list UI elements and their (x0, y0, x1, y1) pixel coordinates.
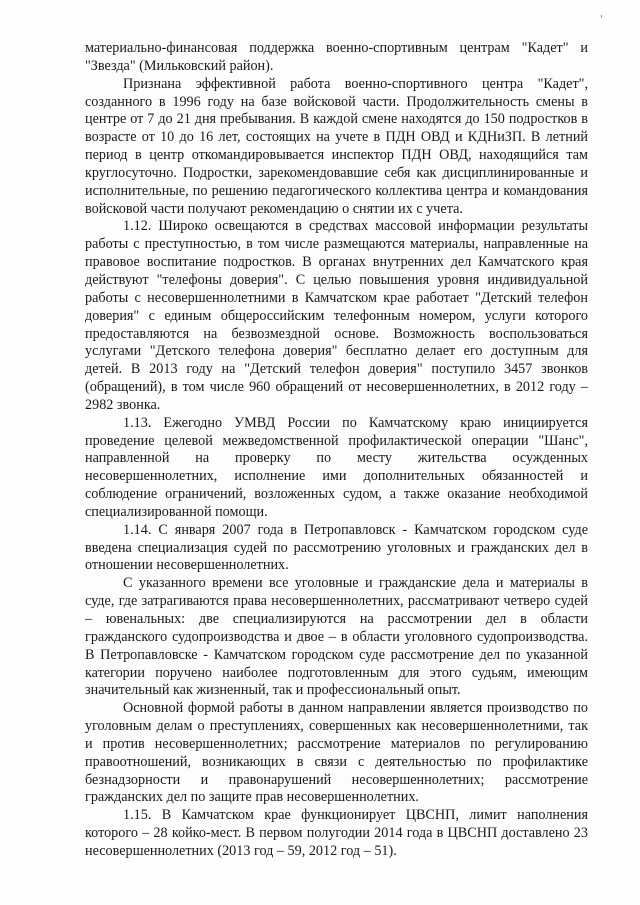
paragraph-1-13-operation-shans: 1.13. Ежегодно УМВД России по Камчатскому краю инициируется проведение целевой межведомственной профилактической операции "Шанс", направленной на проверку по месту жительства осужденных несовершеннолетних, исполнение ими дополнительных обязанностей и соблюдение ограничений, возложенных судом, а также оказание необходимой специализированной помощи. (85, 414, 588, 520)
paragraph-1-14-court: 1.14. С января 2007 года в Петропавловск - Камчатском городском суде введена специализация судей по рассмотрению уголовных и гражданских дел в отношении несовершеннолетних. (85, 521, 588, 574)
paragraph-juvenile-judges: С указанного времени все уголовные и гражданские дела и материалы в суде, где затрагиваются права несовершеннолетних, рассматривают четверо судей – ювенальных: две специализируются на рассмотрении дел в области гражданского судопроизводства и двое – в области уголовного судопроизводства. В Петропавловске - Камчатском городском суде рассмотрение дел по указанной категории поручено наиболее подготовленным для этого судьям, имеющим значительный как жизненный, так и профессиональный опыт. (85, 575, 588, 699)
document-body (85, 40, 588, 861)
paragraph-1-12-media: 1.12. Широко освещаются в средствах массовой информации результаты работы с преступностью, в том числе размещаются материалы, направленные на правовое воспитание подростков. В органах внутренних дел Камчатского края действуют "телефоны доверия". С целью повышения уровня индивидуальной работы с несовершеннолетними в Камчатском крае работает "Детский телефон доверия" с единым общероссийским телефонным номером, услуги которого предоставляются на безвозмездной основе. Возможность воспользоваться услугами "Детского телефона доверия" бесплатно делает его доступным для детей. В 2013 году на "Детский телефон доверия" поступило 3457 звонков (обращений), в том числе 960 обращений от несовершеннолетних, в 2012 году – 2982 звонка. (85, 218, 588, 413)
paragraph-kadet-center: Признана эффективной работа военно-спортивного центра "Кадет", созданного в 1996 году на базе войсковой части. Продолжительность смены в центре от 7 до 21 дня пребывания. В каждой смене находятся до 150 подростков в возрасте от 10 до 16 лет, состоящих на учете в ПДН ОВД и КДНиЗП. В летний период в центр откомандировывается инспектор ПДН ОВД, находящийся там круглосуточно. Подростки, зарекомендовавшие себя как дисциплинированные и исполнительные, по решению педагогического коллектива центра и командования войсковой части получают рекомендацию о снятии их с учета. (85, 75, 588, 217)
paragraph-continuation: материально-финансовая поддержка военно-спортивным центрам "Кадет" и "Звезда" (Мильковский район). (85, 40, 588, 74)
scan-mark: ' (600, 14, 603, 25)
paragraph-1-15-cvsnp: 1.15. В Камчатском крае функционирует ЦВСНП, лимит наполнения которого – 28 койко-мест. В первом полугодии 2014 года в ЦВСНП доставлено 23 несовершеннолетних (2013 год – 59, 2012 год – 51). (85, 807, 588, 859)
paragraph-main-work-form: Основной формой работы в данном направлении является производство по уголовным делам о преступлениях, совершенных как несовершеннолетними, так и против несовершеннолетних; рассмотрение материалов по регулированию правоотношений, возникающих в связи с деятельностью по профилактике безнадзорности и правонарушений несовершеннолетних; рассмотрение гражданских дел по защите прав несовершеннолетних. (85, 700, 588, 806)
